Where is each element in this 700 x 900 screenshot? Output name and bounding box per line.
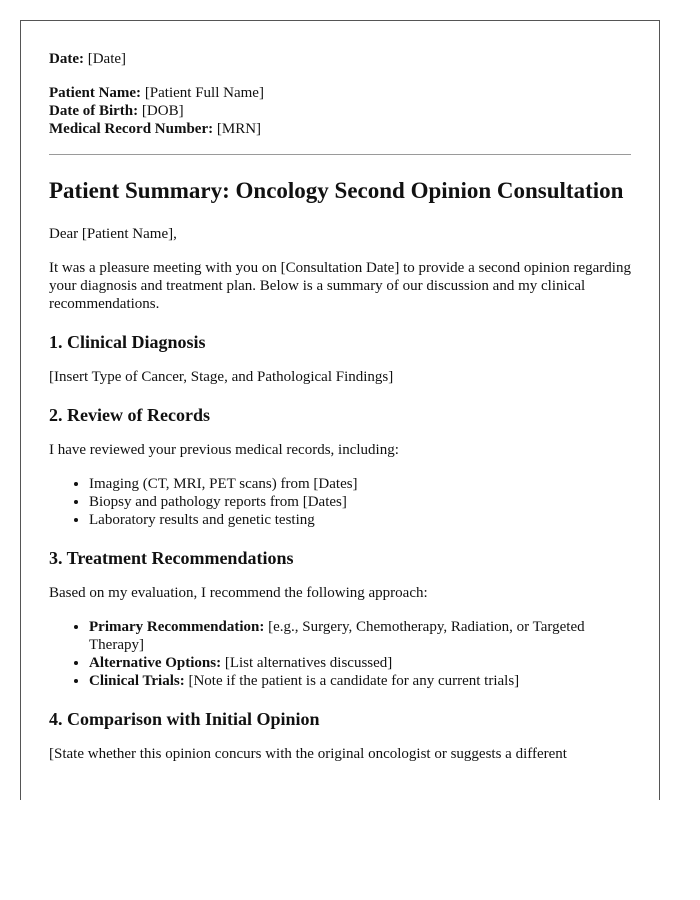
date-block	[49, 50, 631, 68]
section-heading-comparison: 4. Comparison with Initial Opinion	[49, 709, 320, 729]
primary-recommendation-value: [e.g., Surgery, Chemotherapy, Radiation, or Targeted Therapy]	[89, 619, 585, 653]
section-heading-treatment: 3. Treatment Recommendations	[49, 548, 294, 568]
list-item	[89, 672, 631, 690]
alternative-options-label: Alternative Options:	[89, 655, 222, 671]
clinical-trials-value: [Note if the patient is a candidate for any current trials]	[188, 673, 520, 689]
patient-info-block	[49, 84, 631, 138]
comparison-text: [State whether this opinion concurs with the original oncologist or suggests a different	[49, 746, 567, 762]
section-heading-records: 2. Review of Records	[49, 405, 210, 425]
date-value: [Date]	[87, 51, 127, 67]
dob-label: Date of Birth:	[49, 103, 139, 119]
diagnosis-text: [Insert Type of Cancer, Stage, and Pathological Findings]	[49, 369, 394, 385]
list-item	[89, 618, 631, 654]
list-item: • Laboratory results and genetic testing	[89, 511, 631, 529]
mrn-value: [MRN]	[216, 121, 262, 137]
document-body	[21, 21, 659, 763]
dob-line	[49, 102, 631, 120]
treatment-list	[49, 618, 631, 690]
clinical-trials-label: Clinical Trials:	[89, 673, 185, 689]
mrn-line	[49, 120, 631, 138]
records-list	[49, 475, 631, 529]
mrn-label: Medical Record Number:	[49, 121, 214, 137]
list-item: • Biopsy and pathology reports from [Dates]	[89, 493, 631, 511]
primary-recommendation-label: Primary Recommendation:	[89, 619, 265, 635]
list-item: • Imaging (CT, MRI, PET scans) from [Dates]	[89, 475, 631, 493]
patient-name-label: Patient Name:	[49, 85, 142, 101]
dob-value: [DOB]	[141, 103, 184, 119]
date-label: Date:	[49, 51, 84, 67]
salutation: Dear [Patient Name],	[49, 226, 177, 242]
alternative-options-value: [List alternatives discussed]	[224, 655, 393, 671]
date-line	[49, 50, 631, 68]
patient-name-line	[49, 84, 631, 102]
document-page	[20, 20, 660, 800]
header-divider	[49, 154, 631, 155]
list-item	[89, 654, 631, 672]
section-heading-diagnosis: 1. Clinical Diagnosis	[49, 332, 206, 352]
document-title: Patient Summary: Oncology Second Opinion Consultation	[49, 178, 624, 203]
patient-name-value: [Patient Full Name]	[144, 85, 264, 101]
records-text: I have reviewed your previous medical records, including:	[49, 442, 399, 458]
intro-paragraph: It was a pleasure meeting with you on [Consultation Date] to provide a second opinion regarding your diagnosis and treatment plan. Below is a summary of our discussion and my clinical recommendations.	[49, 260, 631, 312]
treatment-text: Based on my evaluation, I recommend the following approach:	[49, 585, 428, 601]
